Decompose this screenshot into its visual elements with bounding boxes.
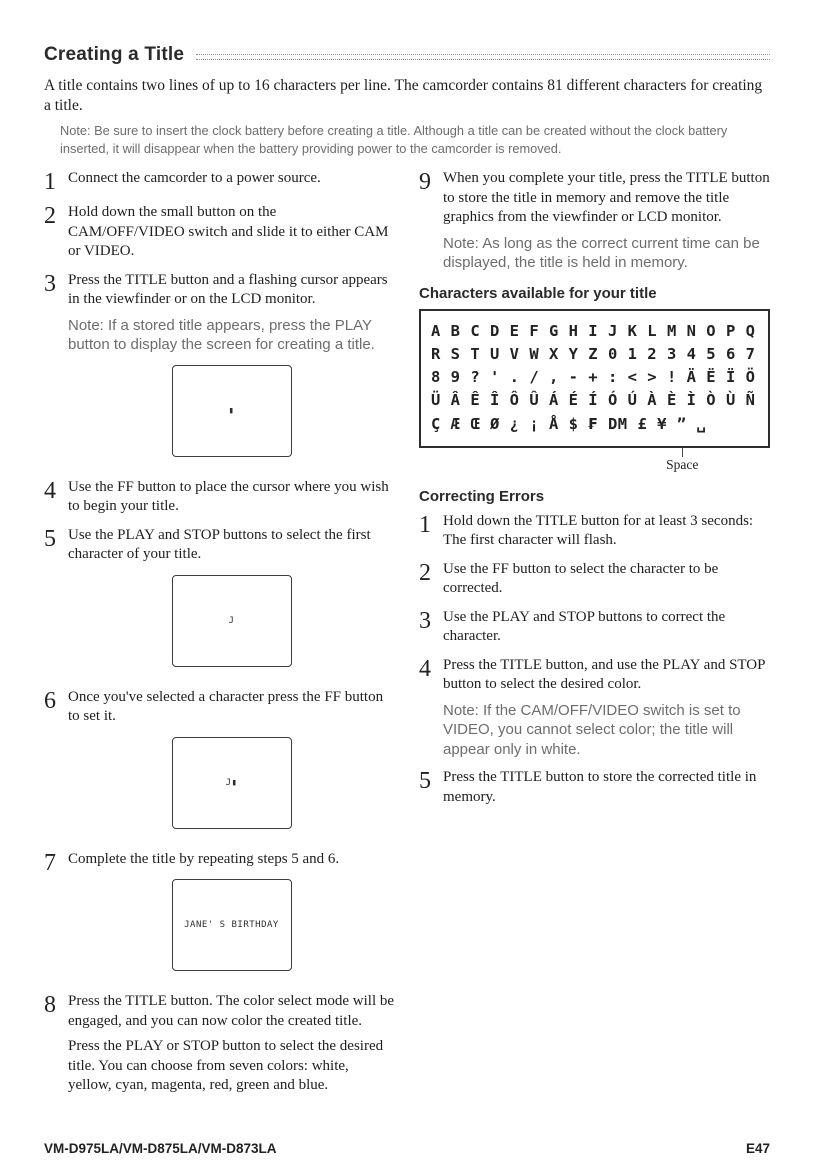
step-6 xyxy=(44,688,395,841)
characters-heading: Characters available for your title xyxy=(419,284,657,302)
characters-row-2: R S T U V W X Y Z 0 1 2 3 4 5 6 7 xyxy=(431,344,756,363)
step-number: 4 xyxy=(419,655,431,682)
footer-page-number: E47 xyxy=(745,1141,770,1156)
step-note: Note: As long as the correct current time can be displayed, the title is held in memory. xyxy=(443,234,760,272)
viewfinder-screen xyxy=(172,737,292,829)
step-number: 6 xyxy=(44,687,56,714)
screen-text: J▮ xyxy=(225,777,238,788)
step-text: Press the TITLE button. The color select mode will be engaged, and you can now color the created title. xyxy=(68,993,395,1029)
intro-paragraph: A title contains two lines of up to 16 characters per line. The camcorder contains 81 different characters for creating a title. xyxy=(44,77,763,115)
characters-row-1: A B C D E F G H I J K L M N O P Q xyxy=(431,321,756,340)
viewfinder-screen xyxy=(172,879,292,971)
step-text: Once you've selected a character press the FF button to set it. xyxy=(68,688,384,725)
step-text: Connect the camcorder to a power source. xyxy=(68,170,321,187)
screen-text: J xyxy=(228,615,235,626)
space-label: Space xyxy=(666,456,699,472)
step-9 xyxy=(419,169,770,273)
step-7 xyxy=(44,850,395,984)
characters-row-5: Ç Æ Œ Ø ¿ ¡ Å $ ₣ DM £ ¥ ” ␣ xyxy=(431,414,707,433)
step-text: Press the TITLE button, and use the PLAY and STOP button to select the desired color. xyxy=(443,656,765,693)
step-text: When you complete your title, press the TITLE button to store the title in memory and remove the title graphics from the viewfinder or LCD monitor. xyxy=(443,170,770,226)
step-number: 1 xyxy=(419,511,431,538)
screen-text: ▮ xyxy=(228,405,235,416)
left-column xyxy=(44,169,395,1105)
correcting-step-4 xyxy=(419,656,770,760)
step-number: 8 xyxy=(44,992,56,1019)
step-number: 5 xyxy=(419,768,431,795)
step-note: Note: If a stored title appears, press the PLAY button to display the screen for creating a title. xyxy=(68,316,375,354)
title-rule xyxy=(196,54,770,60)
correcting-step-1 xyxy=(419,512,770,551)
step-text: Hold down the small button on the CAM/OFF/VIDEO switch and slide it to either CAM or VIDEO. xyxy=(68,204,389,260)
step-text: Press the TITLE button and a flashing cursor appears in the viewfinder or on the LCD monitor. xyxy=(68,271,388,308)
step-text: Use the FF button to place the cursor where you wish to begin your title. xyxy=(68,478,389,515)
step-number: 7 xyxy=(44,849,56,876)
step-number: 5 xyxy=(44,525,56,552)
section-header xyxy=(44,44,770,66)
step-text: Use the PLAY and STOP buttons to correct the character. xyxy=(443,608,726,645)
step-text: Press the TITLE button to store the corrected title in memory. xyxy=(443,769,757,805)
page-footer xyxy=(44,1141,770,1156)
two-column-layout xyxy=(44,169,770,1105)
characters-row-4: Ü Â Ê Î Ô Û Á É Í Ó Ú À È Ì Ò Ù Ñ xyxy=(431,391,756,410)
step-number: 1 xyxy=(44,169,56,196)
characters-row-3: 8 9 ? ' . / , - + : < > ! Ä Ë Ï Ö xyxy=(431,368,756,387)
step-2 xyxy=(44,203,395,262)
step-number: 9 xyxy=(419,169,431,196)
step-text: Hold down the TITLE button for at least 3 seconds: The first character will flash. xyxy=(443,512,754,549)
step-5 xyxy=(44,526,395,679)
correcting-step-3 xyxy=(419,608,770,647)
characters-box xyxy=(419,309,770,448)
step-number: 2 xyxy=(419,559,431,586)
step-number: 4 xyxy=(44,477,56,504)
step-number: 2 xyxy=(44,203,56,230)
step-3 xyxy=(44,271,395,469)
screen-text: JANE' S BIRTHDAY xyxy=(184,920,279,931)
correcting-errors-heading: Correcting Errors xyxy=(419,487,545,505)
step-note: Note: If the CAM/OFF/VIDEO switch is set to VIDEO, you cannot select color; the title will appear only in white. xyxy=(443,701,741,758)
intro-note: Note: Be sure to insert the clock battery before creating a title. Although a title can be created without the clock battery inserted, it will disappear when the battery providing power to the camcorder is removed. xyxy=(60,122,728,156)
step-text: Use the PLAY and STOP buttons to select the first character of your title. xyxy=(68,526,371,563)
space-pointer xyxy=(419,448,770,476)
step-4 xyxy=(44,478,395,517)
step-number: 3 xyxy=(44,270,56,297)
correcting-step-5 xyxy=(419,768,770,807)
right-column xyxy=(419,169,770,1105)
viewfinder-screen xyxy=(172,575,292,667)
page-title: Creating a Title xyxy=(44,44,185,65)
correcting-step-2 xyxy=(419,560,770,599)
viewfinder-screen xyxy=(172,365,292,457)
step-8 xyxy=(44,992,395,1096)
space-tick xyxy=(682,448,683,457)
step-text: Use the FF button to select the character to be corrected. xyxy=(443,560,719,597)
step-number: 3 xyxy=(419,607,431,634)
footer-model-numbers: VM-D975LA/VM-D875LA/VM-D873LA xyxy=(44,1141,277,1156)
step-text-2: Press the PLAY or STOP button to select the desired title. You can choose from seven colors: white, yellow, cyan, magenta, red, green and blue. xyxy=(68,1038,384,1094)
step-1 xyxy=(44,169,395,194)
step-text: Complete the title by repeating steps 5 and 6. xyxy=(68,850,340,867)
